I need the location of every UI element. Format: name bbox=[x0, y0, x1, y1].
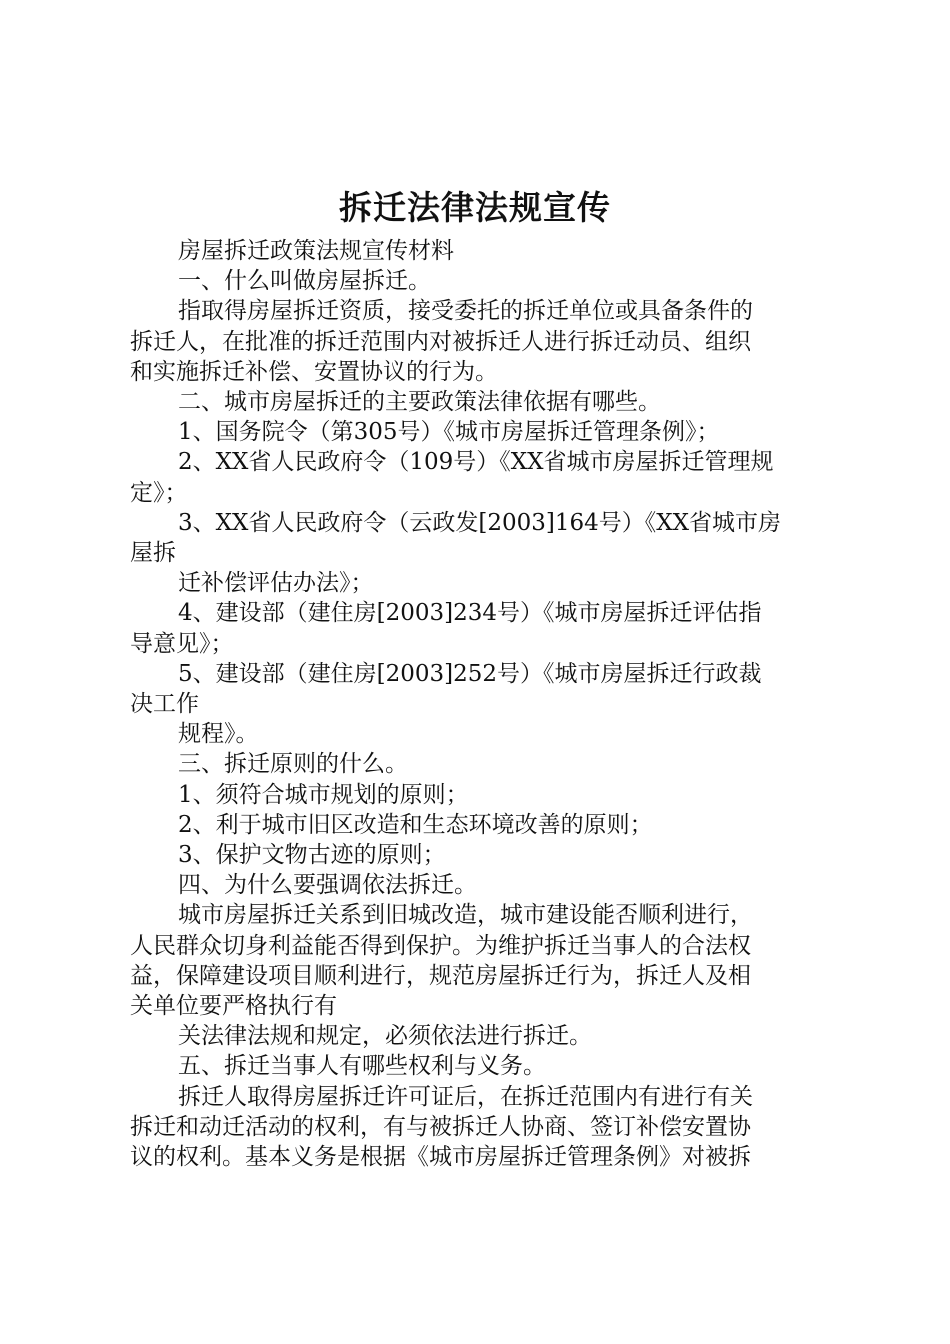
document-title: 拆迁法律法规宣传 bbox=[339, 188, 611, 227]
list-item-continuation: 导意见》； bbox=[130, 630, 234, 657]
document-body bbox=[130, 236, 830, 1172]
list-item: 5、建设部（建住房[2003]252号）《城市房屋拆迁行政裁 bbox=[178, 660, 762, 687]
list-item: 1、国务院令（第305号）《城市房屋拆迁管理条例》； bbox=[178, 419, 720, 446]
list-item-continuation: 屋拆 bbox=[130, 540, 176, 567]
paragraph-line: 城市房屋拆迁关系到旧城改造，城市建设能否顺利进行， bbox=[178, 902, 753, 929]
paragraph-line: 关法律法规和规定，必须依法进行拆迁。 bbox=[178, 1023, 592, 1050]
paragraph-line: 议的权利。基本义务是根据《城市房屋拆迁管理条例》对被拆 bbox=[130, 1144, 751, 1171]
paragraph-line: 拆迁人，在批准的拆迁范围内对被拆迁人进行拆迁动员、组织 bbox=[130, 328, 751, 355]
paragraph-line: 和实施拆迁补偿、安置协议的行为。 bbox=[130, 358, 498, 385]
section-heading-2: 二、城市房屋拆迁的主要政策法律依据有哪些。 bbox=[178, 389, 661, 416]
list-item: 3、XX省人民政府令（云政发[2003]164号）《XX省城市房 bbox=[178, 509, 782, 536]
list-item-continuation: 决工作 bbox=[130, 691, 199, 718]
paragraph-line: 指取得房屋拆迁资质，接受委托的拆迁单位或具备条件的 bbox=[178, 298, 753, 325]
paragraph-line: 人民群众切身利益能否得到保护。为维护拆迁当事人的合法权 bbox=[130, 932, 751, 959]
paragraph-line: 拆迁和动迁活动的权利，有与被拆迁人协商、签订补偿安置协 bbox=[130, 1113, 751, 1140]
paragraph-line: 关单位要严格执行有 bbox=[130, 993, 337, 1020]
list-item: 2、利于城市旧区改造和生态环境改善的原则； bbox=[178, 811, 653, 838]
paragraph-line: 拆迁人取得房屋拆迁许可证后，在拆迁范围内有进行有关 bbox=[178, 1083, 753, 1110]
list-item-continuation: 规程》。 bbox=[178, 721, 259, 748]
section-heading-5: 五、拆迁当事人有哪些权利与义务。 bbox=[178, 1053, 546, 1080]
list-item: 2、XX省人民政府令（109号）《XX省城市房屋拆迁管理规 bbox=[178, 449, 774, 476]
section-heading-1: 一、什么叫做房屋拆迁。 bbox=[178, 268, 431, 295]
list-item: 4、建设部（建住房[2003]234号）《城市房屋拆迁评估指 bbox=[178, 600, 762, 627]
section-heading-3: 三、拆迁原则的什么。 bbox=[178, 751, 408, 778]
list-item-continuation: 迁补偿评估办法》； bbox=[178, 570, 374, 597]
paragraph-line: 益，保障建设项目顺利进行，规范房屋拆迁行为，拆迁人及相 bbox=[130, 962, 751, 989]
list-item: 1、须符合城市规划的原则； bbox=[178, 781, 469, 808]
section-heading-4: 四、为什么要强调依法拆迁。 bbox=[178, 872, 477, 899]
list-item-continuation: 定》； bbox=[130, 479, 188, 506]
subtitle-line: 房屋拆迁政策法规宣传材料 bbox=[178, 238, 454, 264]
list-item: 3、保护文物古迹的原则； bbox=[178, 842, 446, 869]
